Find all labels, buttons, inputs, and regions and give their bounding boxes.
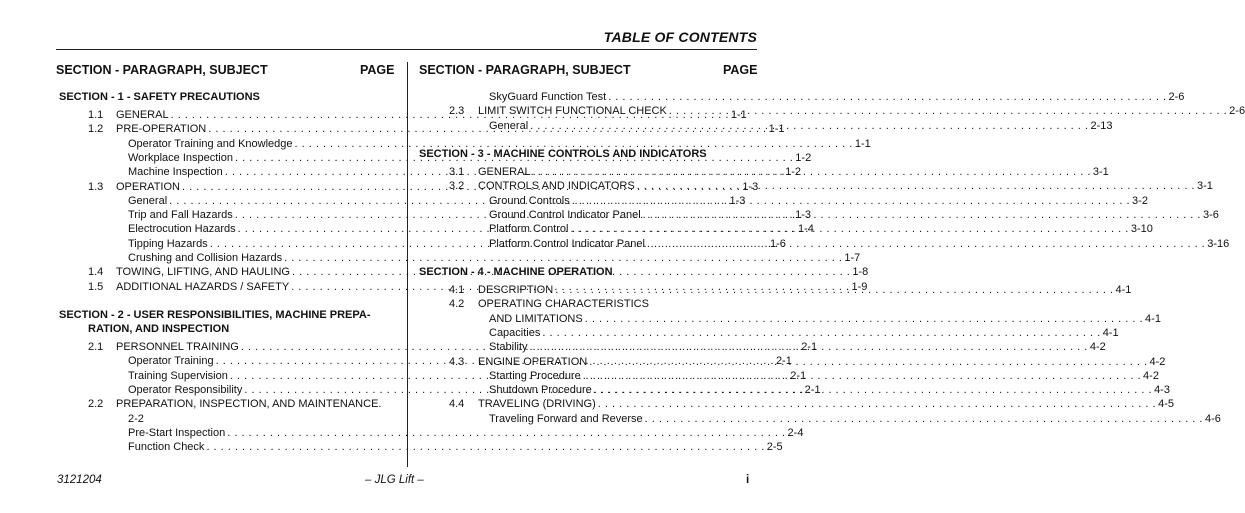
toc-entry-label: PERSONNEL TRAINING [116, 341, 239, 353]
toc-entry-label: TOWING, LIFTING, AND HAULING [116, 266, 290, 279]
toc-entry-page: 3-1 [1092, 166, 1109, 178]
toc-entry[interactable] [449, 104, 1245, 118]
toc-leader-dots [645, 412, 1203, 426]
toc-entry-number: 3.2 [449, 180, 465, 193]
toc-entry-page: 3-10 [1130, 223, 1153, 236]
toc-leader-dots [583, 369, 1141, 383]
footer-page-number: i [746, 474, 750, 486]
toc-entry-label: Tipping Hazards [128, 237, 208, 250]
toc-entry[interactable] [489, 90, 1185, 104]
toc-leader-dots [594, 383, 1152, 397]
toc-leader-dots [530, 119, 1088, 133]
toc-entry-page: 1-4 [797, 223, 814, 236]
footer-publisher: – JLG Lift – [365, 474, 424, 486]
toc-entry-label: CONTROLS AND INDICATORS [478, 180, 635, 193]
toc-entry-number: 4.1 [449, 284, 465, 296]
toc-entry-number: 2.2 [88, 398, 104, 411]
toc-entry-number: 2.1 [88, 341, 104, 353]
toc-entry[interactable] [489, 312, 1161, 326]
toc-entry[interactable] [489, 326, 1119, 340]
toc-entry-page: 4-6 [1204, 412, 1221, 425]
toc-leader-dots [647, 237, 1205, 251]
toc-entry-page: 4-3 [1154, 384, 1170, 397]
toc-leader-dots [589, 355, 1147, 369]
toc-leader-dots [643, 208, 1201, 222]
toc-entry-label: General [128, 194, 168, 207]
toc-entry-label: Traveling Forward and Reverse [489, 412, 643, 425]
toc-entry-number: 1.4 [88, 266, 104, 279]
toc-entry-page: 4-1 [1102, 326, 1119, 339]
title-rule [56, 49, 757, 50]
toc-entry-page: 1-1 [854, 137, 871, 150]
toc-entry-page: 1-8 [852, 266, 869, 279]
toc-entry-page: 2-13 [1090, 119, 1113, 132]
toc-entry-page: 3-6 [1202, 208, 1219, 221]
toc-entry-page: 3-2 [1132, 194, 1148, 207]
toc-entry-page: 4-2 [1143, 369, 1159, 382]
toc-entry-page: 1-3 [729, 194, 746, 207]
toc-leader-dots [608, 90, 1166, 104]
toc-entry-page: 1-6 [770, 237, 786, 250]
toc-entry[interactable] [449, 397, 1174, 411]
toc-leader-dots [570, 222, 1128, 236]
toc-entry-number: 1.1 [88, 109, 104, 121]
toc-entry-page: 2-6 [1168, 91, 1185, 103]
toc-entry-label: Shutdown Procedure [489, 384, 592, 397]
toc-entry-label: Ground Controls [489, 194, 570, 207]
toc-entry-label: DESCRIPTION [478, 284, 554, 296]
toc-entry[interactable] [128, 251, 861, 265]
toc-entry-label: Electrocution Hazards [128, 223, 236, 236]
toc-entry-page: 1-3 [795, 209, 811, 222]
toc-leader-dots [542, 326, 1100, 340]
toc-entry-number: 2.3 [449, 105, 465, 118]
toc-entry-page: 1-9 [851, 280, 868, 293]
toc-entry-page: 4-1 [1145, 312, 1161, 325]
toc-entry-label: 2-2 [128, 412, 144, 425]
toc-leader-dots [598, 397, 1156, 411]
toc-entry-page: 4-2 [1089, 341, 1106, 354]
toc-entry-label: Platform Control Indicator Panel [489, 237, 645, 250]
toc-entry-label: Operator Training and Knowledge [128, 137, 293, 150]
toc-entry-label: ENGINE OPERATION [478, 355, 588, 368]
toc-entry[interactable] [128, 426, 804, 440]
toc-entry-label: Operator Responsibility [128, 383, 243, 396]
right-column-header-page: PAGE [723, 63, 758, 77]
toc-entry-page: 1-2 [785, 166, 802, 179]
toc-entry-label: General [489, 119, 529, 132]
toc-entry-number: 1.5 [88, 280, 104, 293]
toc-entry[interactable] [128, 440, 783, 454]
toc-entry[interactable] [489, 194, 1148, 208]
toc-entry-label: GENERAL [116, 109, 169, 121]
toc-leader-dots [284, 251, 842, 265]
toc-trailing-dot: . [378, 398, 382, 411]
toc-leader-dots [637, 179, 1195, 193]
toc-leader-dots [555, 283, 1113, 297]
toc-entry-label: Operator Training [128, 355, 214, 368]
toc-entry[interactable] [128, 412, 396, 426]
toc-entry-label: Ground Control Indicator Panel [489, 208, 641, 221]
toc-entry-label: Stability [489, 341, 528, 354]
toc-entry[interactable] [449, 179, 1213, 193]
page-title: TABLE OF CONTENTS [603, 29, 757, 45]
toc-entry-number: 1.3 [88, 180, 104, 193]
toc-leader-dots [533, 165, 1091, 179]
section-1-title: SECTION - 1 - SAFETY PRECAUTIONS [59, 91, 260, 103]
toc-entry-label: Platform Control [489, 223, 569, 236]
toc-entry-page: 3-1 [1197, 180, 1213, 193]
left-column-header-page: PAGE [360, 63, 395, 77]
section-4-title: SECTION - 4 - MACHINE OPERATION [419, 266, 613, 278]
toc-entry-number: 4.4 [449, 398, 465, 411]
toc-entry-label: ADDITIONAL HAZARDS / SAFETY [116, 280, 290, 293]
section-3-title: SECTION - 3 - MACHINE CONTROLS AND INDICATORS [419, 148, 707, 160]
toc-entry-label: GENERAL [478, 166, 531, 178]
section-2-title-line2: RATION, AND INSPECTION [88, 323, 230, 335]
right-column-header-subject: SECTION - PARAGRAPH, SUBJECT [419, 63, 631, 77]
toc-entry-page: 2-5 [766, 441, 783, 454]
toc-entry-label: Function Check [128, 441, 205, 454]
toc-entry-page: 2-1 [790, 369, 807, 382]
toc-entry-label: Training Supervision [128, 369, 228, 382]
toc-entry-label: SkyGuard Function Test [489, 91, 607, 103]
toc-entry-page: 2-6 [1229, 105, 1245, 118]
toc-leader-dots [669, 104, 1227, 118]
toc-entry-label: Workplace Inspection [128, 151, 233, 164]
toc-entry-number: 1.2 [88, 123, 104, 136]
toc-entry-label: Pre-Start Inspection [128, 426, 226, 439]
toc-entry-label: OPERATING CHARACTERISTICS [478, 298, 649, 311]
toc-entry-label: PREPARATION, INSPECTION, AND MAINTENANCE [116, 398, 379, 411]
toc-leader-dots [530, 340, 1088, 354]
toc-entry-number: 4.3 [449, 355, 465, 368]
toc-entry-label: Capacities [489, 326, 541, 339]
toc-entry-label: AND LIMITATIONS [489, 312, 583, 325]
toc-entry-label: Crushing and Collision Hazards [128, 252, 283, 264]
toc-entry-label: PRE-OPERATION [116, 123, 207, 136]
toc-entry[interactable] [449, 297, 757, 311]
toc-entry-label: Starting Procedure [489, 369, 581, 382]
toc-entry[interactable] [128, 137, 871, 151]
toc-leader-dots [585, 312, 1143, 326]
toc-entry-label: Trip and Fall Hazards [128, 209, 233, 222]
toc-entry-page: 4-1 [1115, 284, 1132, 296]
toc-entry-page: 4-2 [1149, 355, 1166, 368]
toc-entry-number: 3.1 [449, 166, 465, 178]
toc-entry-label: OPERATION [116, 180, 180, 193]
toc-entry-page: 2-1 [801, 341, 818, 353]
toc-entry-page: 3-16 [1207, 237, 1230, 250]
toc-entry[interactable] [88, 397, 396, 411]
toc-leader-dots [572, 194, 1130, 208]
toc-entry-page: 1-7 [844, 252, 861, 264]
toc-leader-dots [206, 440, 764, 454]
toc-entry[interactable] [489, 412, 1221, 426]
toc-entry-page: 2-4 [787, 426, 804, 439]
toc-entry-page: 1-3 [742, 180, 759, 193]
toc-entry-page: 2-1 [775, 355, 792, 368]
toc-entry-label: Machine Inspection [128, 166, 223, 179]
toc-entry-page: 1-1 [768, 123, 785, 136]
footer-doc-number: 3121204 [57, 474, 102, 486]
toc-entry-page: 4-5 [1158, 398, 1174, 411]
toc-entry-page: 1-2 [795, 151, 812, 164]
toc-entry[interactable] [489, 237, 1230, 251]
toc-leader-dots [227, 426, 785, 440]
left-column-header-subject: SECTION - PARAGRAPH, SUBJECT [56, 63, 268, 77]
toc-entry-page: 1-1 [730, 109, 747, 121]
toc-entry-label: TRAVELING (DRIVING) [478, 398, 596, 411]
section-2-title-line1: SECTION - 2 - USER RESPONSIBILITIES, MACHINE PREPA- [59, 309, 371, 321]
toc-entry-label: LIMIT SWITCH FUNCTIONAL CHECK [478, 105, 667, 118]
toc-entry-page: 2-1 [804, 383, 821, 396]
toc-entry-number: 4.2 [449, 298, 465, 311]
